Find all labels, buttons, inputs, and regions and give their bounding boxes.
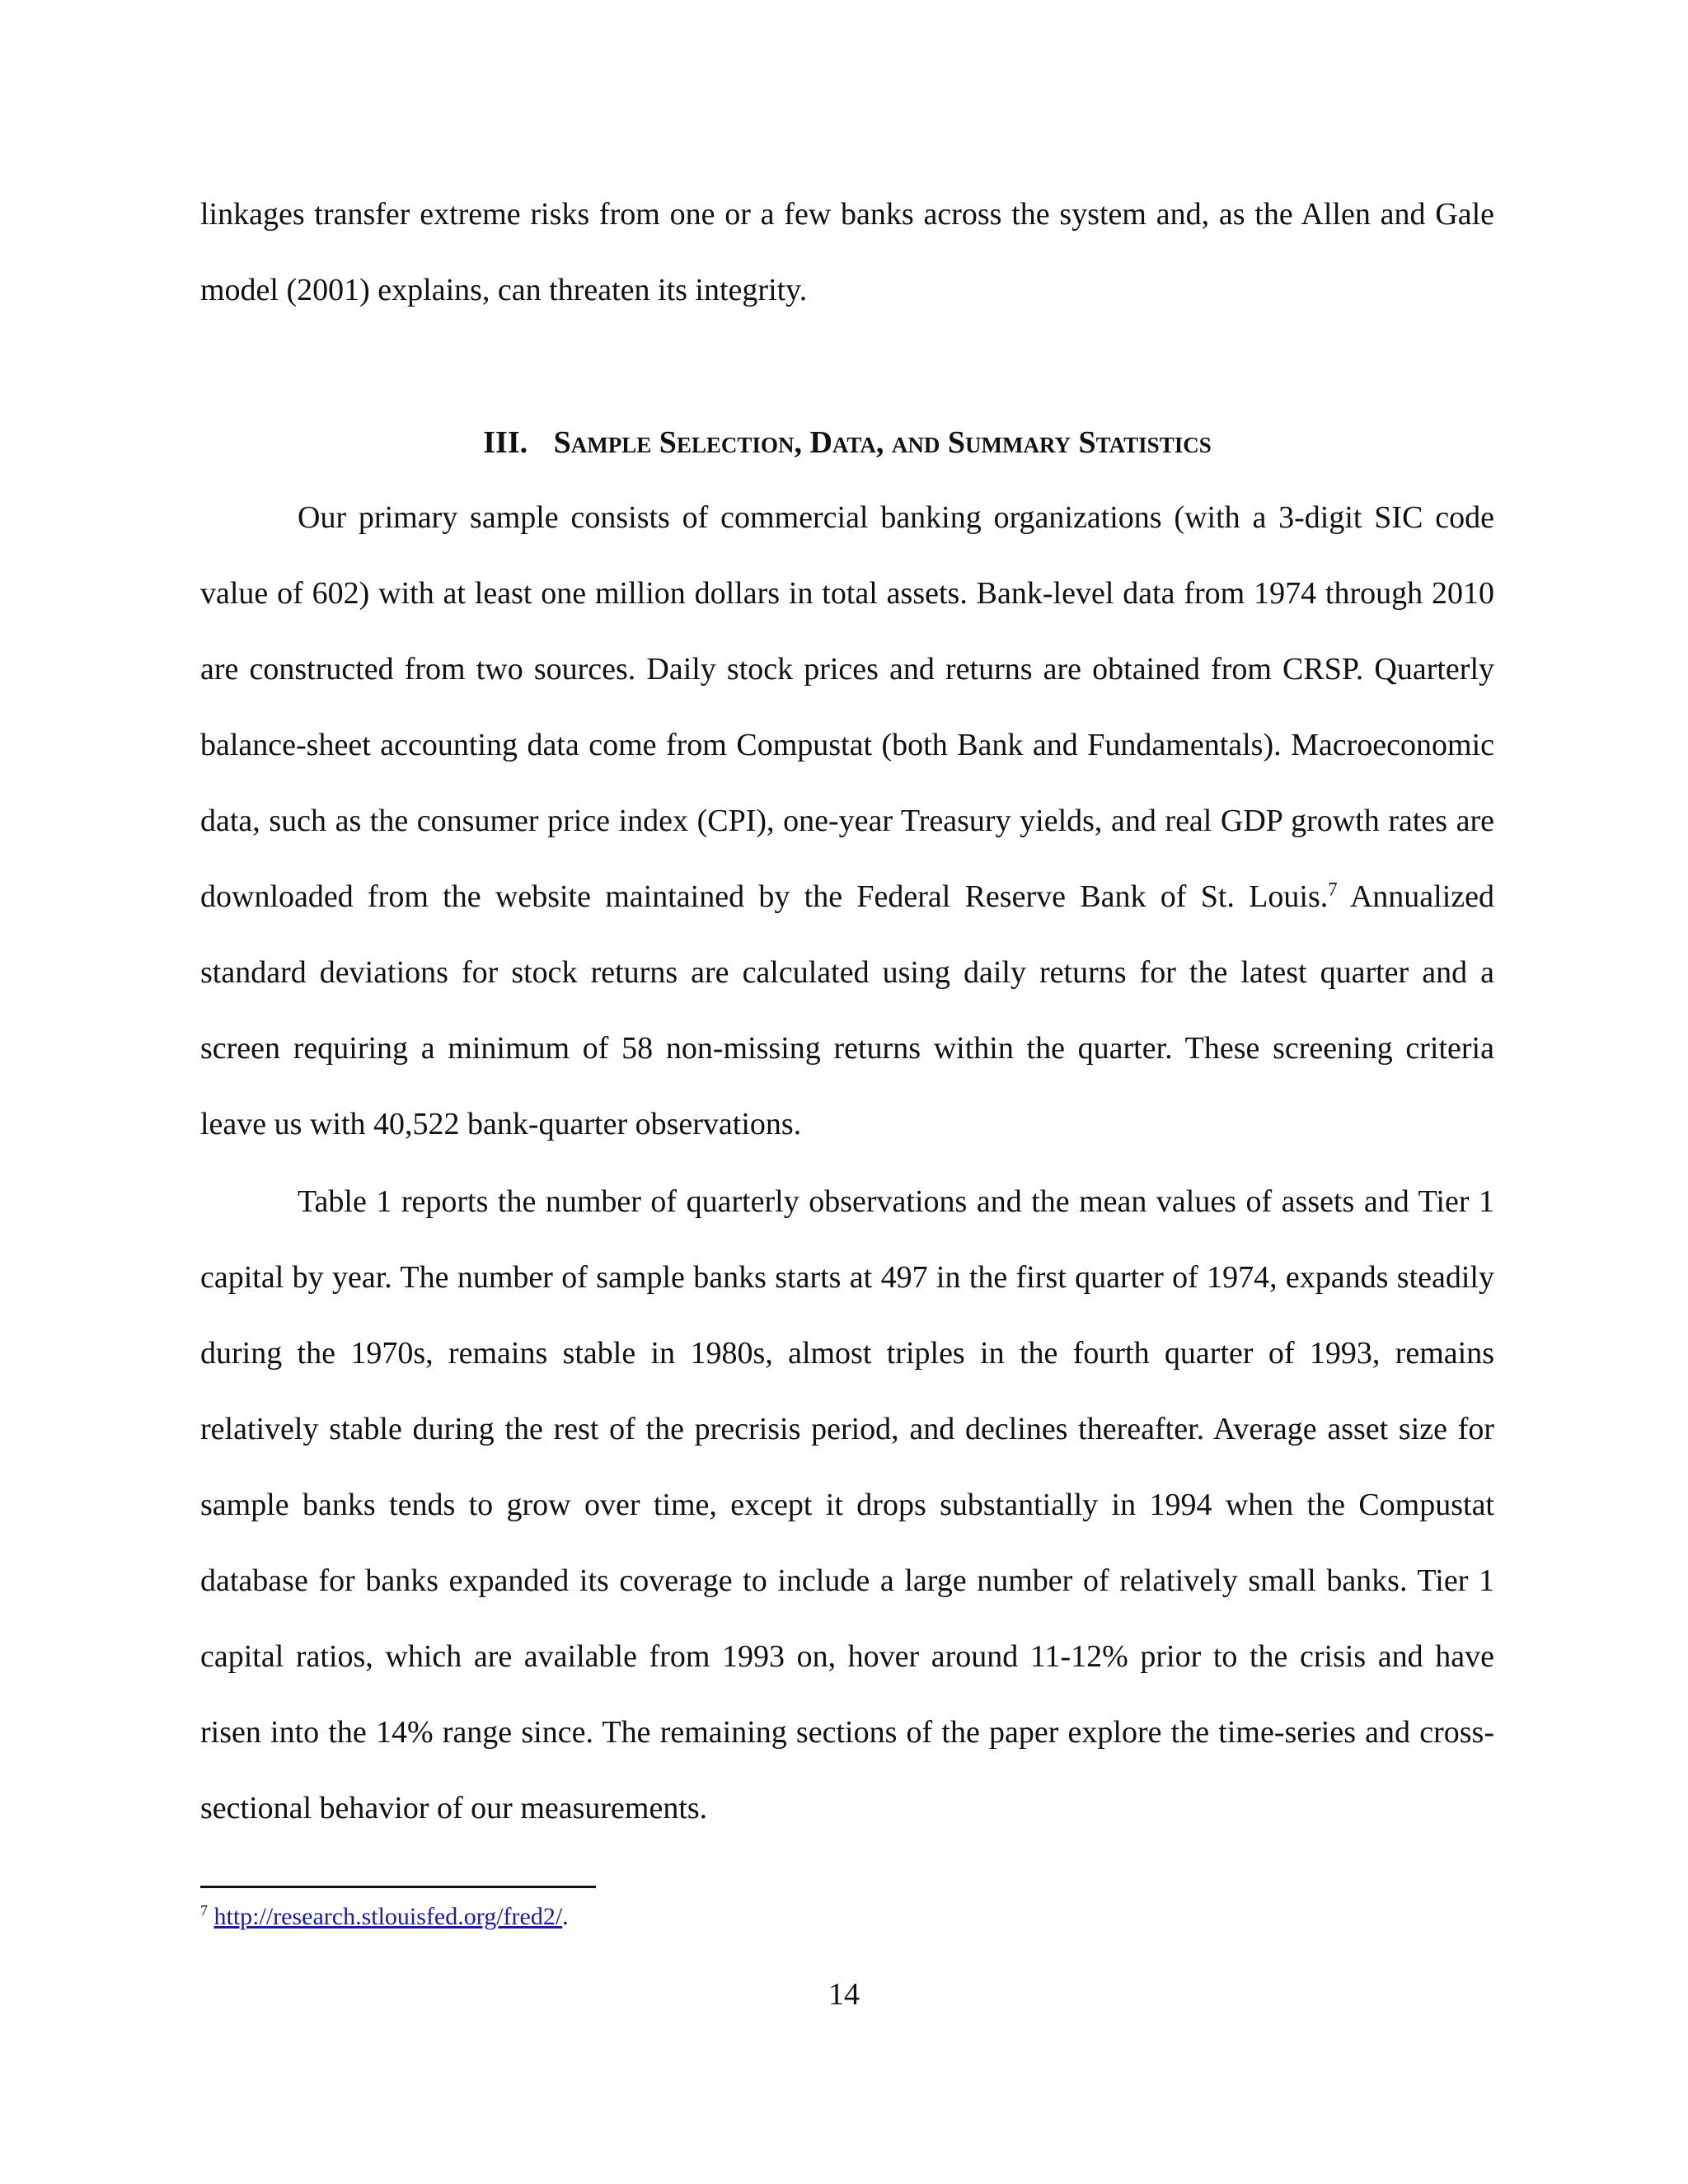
footnote bbox=[200, 1900, 569, 1933]
section-heading bbox=[200, 422, 1494, 463]
footnote-divider bbox=[200, 1886, 596, 1888]
section-title: Sample Selection, Data, and Summary Statistics bbox=[553, 425, 1212, 460]
page-number: 14 bbox=[828, 1977, 860, 2012]
paragraph-sample-text-b: Annualized standard deviations for stock returns are calculated using daily returns for the latest quarter and a screen requiring a minimum of 58 non-missing returns within the quarter. These screening criteria leave us with 40,522 bank-quarter observations. bbox=[200, 879, 1494, 1141]
paragraph-intro bbox=[200, 176, 1494, 328]
footnote-reference[interactable]: 7 bbox=[1328, 879, 1338, 900]
section-number: III. bbox=[483, 425, 528, 460]
footnote-trailing: . bbox=[562, 1903, 569, 1930]
paragraph-intro-text: linkages transfer extreme risks from one or a few banks across the system and, as the Allen and Gale model (2001) explains, can threaten its integrity. bbox=[200, 197, 1494, 307]
paragraph-table1-text: Table 1 reports the number of quarterly observations and the mean values of assets and Tier 1 capital by year. The number of sample banks starts at 497 in the first quarter of 1974, expands steadily during the 1970s, remains stable in 1980s, almost triples in the fourth quarter of 1993, remains relatively stable during the rest of the precrisis period, and declines thereafter. Average asset size for sample banks tends to grow over time, except it drops substantially in 1994 when the Compustat database for banks expanded its coverage to include a large number of relatively small banks. Tier 1 capital ratios, which are available from 1993 on, hover around 11-12% prior to the crisis and have risen into the 14% range since. The remaining sections of the paper explore the time-series and cross-sectional behavior of our measurements. bbox=[200, 1184, 1494, 1825]
paragraph-sample-text-a: Our primary sample consists of commercial banking organizations (with a 3-digit SIC code value of 602) with at least one million dollars in total assets. Bank-level data from 1974 through 2010 are constructed from two sources. Daily stock prices and returns are obtained from CRSP. Quarterly balance-sheet accounting data come from Compustat (both Bank and Fundamentals). Macroeconomic data, such as the consumer price index (CPI), one-year Treasury yields, and real GDP growth rates are downloaded from the website maintained by the Federal Reserve Bank of St. Louis. bbox=[200, 500, 1494, 914]
paragraph-sample bbox=[200, 480, 1494, 1162]
paragraph-table1 bbox=[200, 1164, 1494, 1846]
footnote-link[interactable]: http://research.stlouisfed.org/fred2/ bbox=[213, 1903, 563, 1930]
footnote-marker: 7 bbox=[200, 1902, 208, 1919]
